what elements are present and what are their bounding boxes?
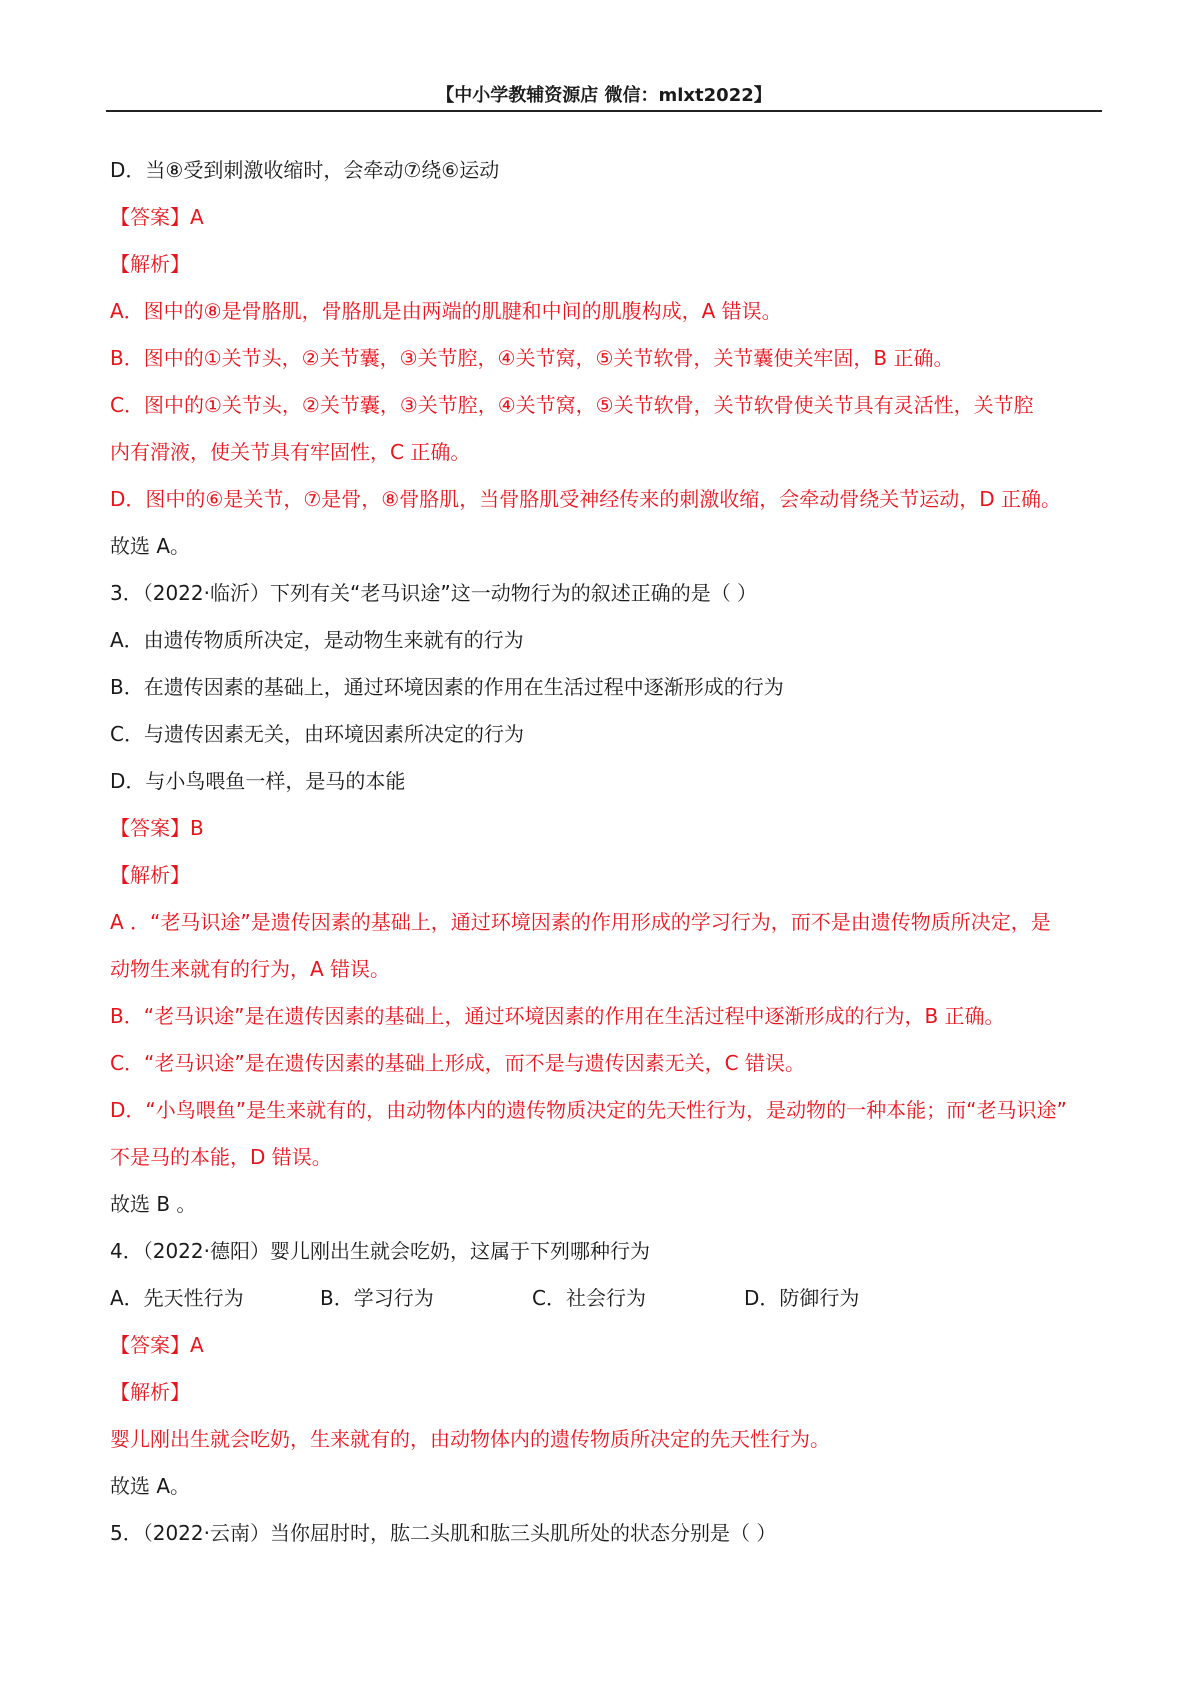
q3-analysis-line: 不是马的本能，D 错误。 — [110, 1145, 332, 1169]
q4-option-a: A．先天性行为 — [110, 1286, 244, 1310]
q2-analysis-line: C．图中的①关节头，②关节囊，③关节腔，④关节窝，⑤关节软骨，关节软骨使关节具有灵活性，关节腔 — [110, 393, 1034, 417]
q4-option-d: D．防御行为 — [744, 1286, 860, 1310]
q5-stem: 5．（2022·云南）当你屈肘时，肱二头肌和肱三头肌所处的状态分别是（ ） — [110, 1521, 777, 1545]
q2-analysis-line: 内有滑液，使关节具有牢固性，C 正确。 — [110, 440, 471, 464]
q3-analysis-line: D．“小鸟喂鱼”是生来就有的，由动物体内的遗传物质决定的先天性行为，是动物的一种本能；而“老马识途” — [110, 1098, 1067, 1122]
q2-analysis-line: B．图中的①关节头，②关节囊，③关节腔，④关节窝，⑤关节软骨，关节囊使关牢固，B 正确。 — [110, 346, 954, 370]
q4-analysis-line: 婴儿刚出生就会吃奶，生来就有的，由动物体内的遗传物质所决定的先天性行为。 — [110, 1427, 830, 1451]
q2-analysis-label: 【解析】 — [110, 252, 190, 276]
q3-conclusion: 故选 B 。 — [110, 1192, 197, 1216]
q2-answer: 【答案】A — [110, 205, 204, 229]
q4-option-c: C．社会行为 — [532, 1286, 646, 1310]
q2-analysis-line: A．图中的⑧是骨胳肌，骨胳肌是由两端的肌腱和中间的肌腹构成，A 错误。 — [110, 299, 782, 323]
q3-analysis-line: B．“老马识途”是在遗传因素的基础上，通过环境因素的作用在生活过程中逐渐形成的行为，B 正确。 — [110, 1004, 1005, 1028]
q2-conclusion: 故选 A。 — [110, 534, 191, 558]
q4-analysis-label: 【解析】 — [110, 1380, 190, 1404]
q3-answer: 【答案】B — [110, 816, 204, 840]
q4-answer: 【答案】A — [110, 1333, 204, 1357]
q3-option-b: B．在遗传因素的基础上，通过环境因素的作用在生活过程中逐渐形成的行为 — [110, 675, 784, 699]
q3-analysis-line: C．“老马识途”是在遗传因素的基础上形成，而不是与遗传因素无关，C 错误。 — [110, 1051, 806, 1075]
q3-analysis-line: 动物生来就有的行为，A 错误。 — [110, 957, 391, 981]
q4-option-b: B．学习行为 — [320, 1286, 434, 1310]
q3-analysis-line: A ．“老马识途”是遗传因素的基础上，通过环境因素的作用形成的学习行为，而不是由遗传物质所决定，是 — [110, 910, 1051, 934]
q3-option-c: C．与遗传因素无关，由环境因素所决定的行为 — [110, 722, 524, 746]
q4-stem: 4．（2022·德阳）婴儿刚出生就会吃奶，这属于下列哪种行为 — [110, 1239, 650, 1263]
q4-conclusion: 故选 A。 — [110, 1474, 191, 1498]
q2-option-d: D．当⑧受到刺激收缩时，会牵动⑦绕⑥运动 — [110, 158, 500, 182]
q2-analysis-line: D．图中的⑥是关节，⑦是骨，⑧骨胳肌，当骨胳肌受神经传来的刺激收缩，会牵动骨绕关节运动，D 正确。 — [110, 487, 1061, 511]
q3-stem: 3．（2022·临沂）下列有关“老马识途”这一动物行为的叙述正确的是（ ） — [110, 581, 758, 605]
page-header: 【中小学教辅资源店 微信：mlxt2022】 — [436, 85, 772, 106]
q3-option-d: D．与小鸟喂鱼一样，是马的本能 — [110, 769, 406, 793]
q3-analysis-label: 【解析】 — [110, 863, 190, 887]
q3-option-a: A．由遗传物质所决定，是动物生来就有的行为 — [110, 628, 524, 652]
header-divider — [106, 110, 1102, 112]
